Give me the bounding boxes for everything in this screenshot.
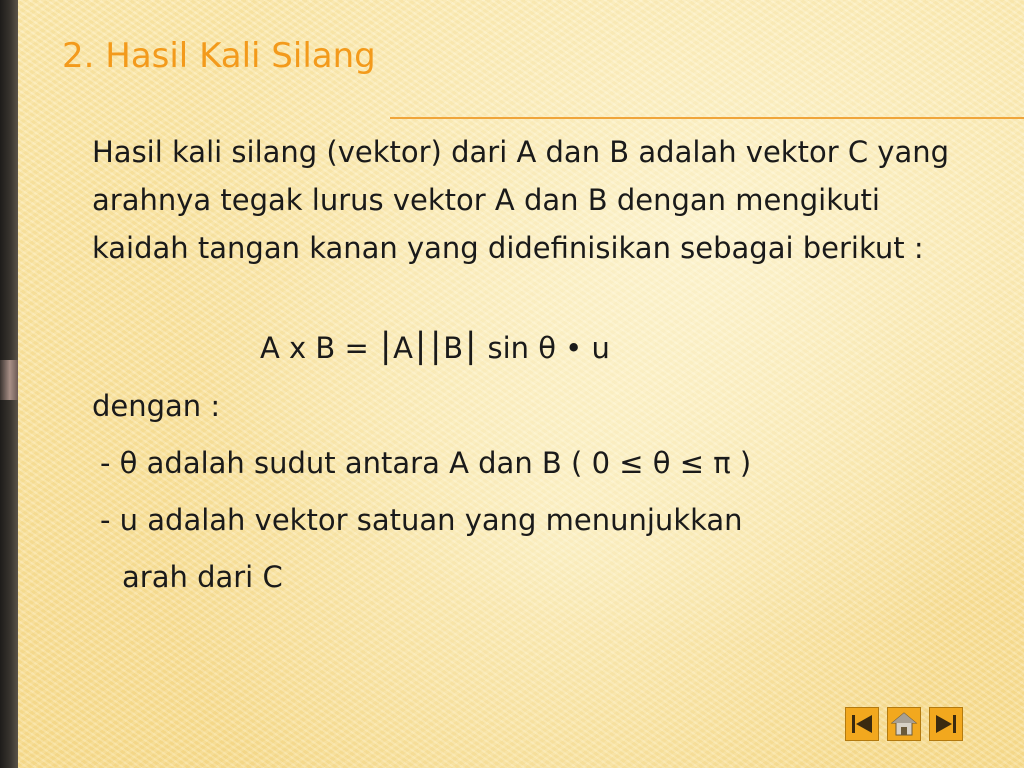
last-slide-button[interactable] [929,707,963,741]
title-divider-line [390,117,1024,119]
home-button[interactable] [887,707,921,741]
bullet-theta: - θ adalah sudut antara A dan B ( 0 ≤ θ ≤ π ) [100,446,752,480]
bullet-unit-vector-continuation: arah dari C [122,560,283,594]
skip-forward-icon [930,708,962,740]
bullet-unit-vector: - u adalah vektor satuan yang menunjukkan [100,503,743,537]
definition-paragraph: Hasil kali silang (vektor) dari A dan B adalah vektor C yang arahnya tegak lurus vektor A dan B dengan mengikuti kaidah tangan kanan yang didefinisikan sebagai berikut : [92,135,950,265]
left-border-accent [0,360,18,400]
slide-body [92,128,982,272]
cross-product-formula: A x B = ⎮A⎮⎮B⎮ sin θ • u [260,331,610,365]
dengan-label: dengan : [92,389,221,423]
first-slide-button[interactable] [845,707,879,741]
skip-back-icon [846,708,878,740]
slide-title: 2. Hasil Kali Silang [62,36,376,76]
home-icon [888,708,920,740]
